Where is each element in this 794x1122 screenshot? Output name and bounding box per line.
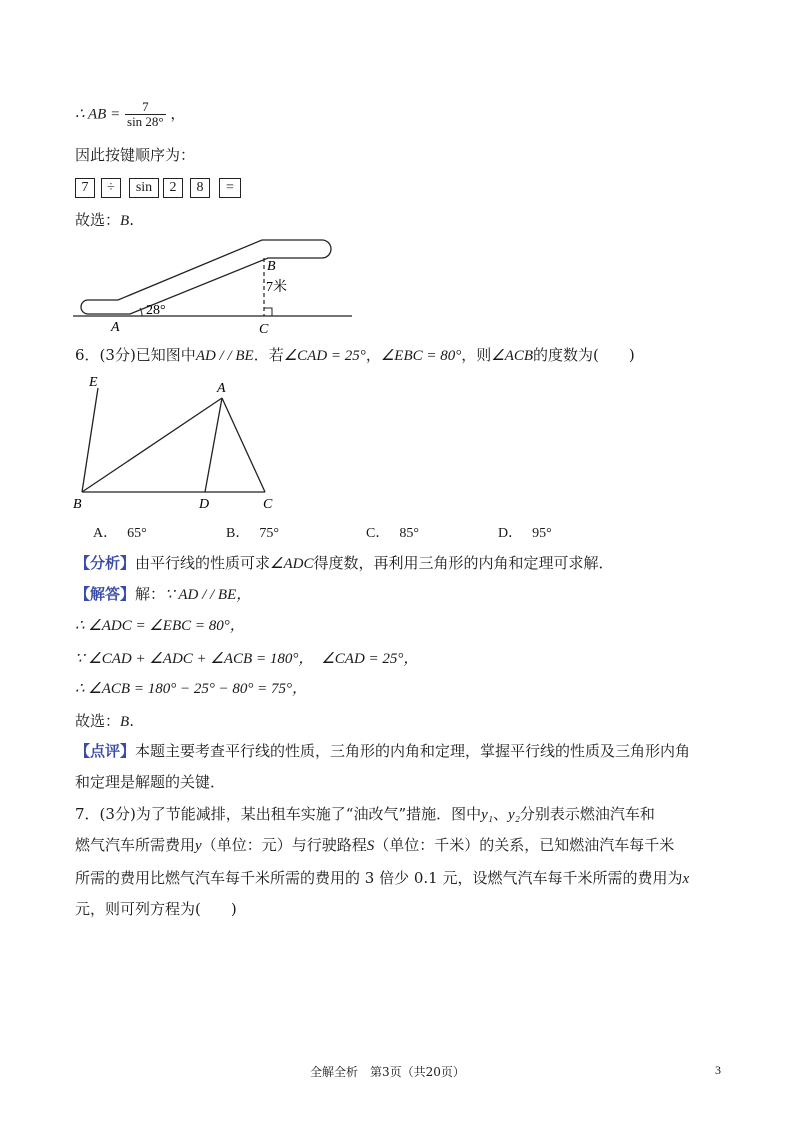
q6-text4: 的度数为( ): [533, 346, 635, 364]
option-d-value: 95°: [532, 526, 552, 541]
analysis-tag: 【分析】: [75, 554, 136, 572]
height-label: 7米: [266, 280, 287, 295]
point-b-label: B: [267, 259, 276, 274]
point-c-label: C: [259, 322, 269, 337]
comment-text1: 本题主要考查平行线的性质，三角形的内角和定理，掌握平行线的性质及三角形内角: [135, 742, 691, 760]
step-2b: ∠CAD = 25°，: [321, 651, 419, 667]
answer-suffix: .: [129, 712, 134, 730]
point-a-label: A: [111, 320, 120, 335]
key-order-heading: 因此按键顺序为：: [75, 146, 196, 164]
answer-line-2: [75, 712, 134, 731]
q6-text1: 已知图中: [135, 346, 196, 364]
point-e-label: E: [89, 375, 98, 390]
step-3: ∴ ∠ACB = 180° − 25° − 80° = 75°，: [75, 681, 308, 697]
q7-l2a: 燃气汽车所需费用: [75, 836, 196, 854]
escalator-figure: [0, 232, 794, 342]
answer-letter: B: [120, 714, 130, 730]
q7-l3: 所需的费用比燃气汽车每千米所需的费用的 3 倍少 0.1 元，设燃气汽车每千米所需的费用为: [75, 869, 683, 887]
q7-l1a: 7．(3分)为了节能减排，某出租车实施了“油改气”措施．图中: [75, 805, 482, 823]
q7-l1c: 分别表示燃油汽车和: [519, 805, 655, 823]
q7-y1: y₁: [481, 807, 494, 823]
q7-y: y: [195, 838, 202, 854]
option-c-value: 85°: [399, 526, 419, 541]
key-sin: sin: [129, 178, 159, 198]
analysis-text2: 得度数，再利用三角形的内角和定理可求解．: [313, 554, 614, 572]
q6-score: (3分): [99, 346, 136, 364]
key-7: 7: [75, 178, 95, 198]
q7-s: S: [366, 838, 375, 854]
analysis-text1: 由平行线的性质可求: [135, 554, 271, 572]
step-1: ∴ ∠ADC = ∠EBC = 80°，: [75, 618, 245, 634]
point-d-label: D: [199, 497, 210, 512]
option-d-letter: D．: [498, 526, 523, 541]
q7-x: x: [682, 871, 690, 887]
option-b: [226, 522, 279, 542]
page-number: 3: [715, 1063, 721, 1077]
ab-formula-line: [75, 100, 185, 129]
point-b-label: B: [73, 497, 82, 512]
option-b-value: 75°: [259, 526, 279, 541]
ab-suffix: ，: [170, 104, 186, 123]
option-a-letter: A．: [93, 526, 118, 541]
question-7-line-2: [75, 836, 674, 855]
q6-text3: ，则: [461, 346, 492, 364]
step-2a: ∵ ∠CAD + ∠ADC + ∠ACB = 180°，: [75, 651, 314, 667]
q7-l2b: （单位：元）与行驶路程: [201, 836, 367, 854]
ab-prefix: ∴ AB =: [75, 106, 121, 123]
option-d: [498, 522, 552, 542]
q6-target: ∠ACB: [491, 348, 534, 364]
key-8: 8: [190, 178, 210, 198]
comment-line-1: [75, 742, 690, 760]
q6-cond2: ∠EBC = 80°: [380, 348, 462, 364]
fraction-denominator: sin 28°: [127, 114, 164, 129]
segment-ad: [205, 398, 222, 492]
q6-parallel: AD / / BE: [195, 348, 254, 364]
option-b-letter: B．: [226, 526, 250, 541]
escalator-outline: [81, 240, 331, 314]
question-6: [75, 346, 635, 365]
solution-line: [75, 585, 251, 604]
analysis-line: [75, 554, 614, 573]
answer-prefix: 故选：: [75, 211, 121, 229]
question-7-line-3: [75, 869, 689, 888]
triangle-figure: [0, 370, 794, 516]
q7-l1b: 、: [493, 805, 509, 823]
answer-letter: B: [120, 213, 130, 229]
comment-line-2: 和定理是解题的关键．: [75, 773, 226, 791]
question-7-line-1: [75, 805, 655, 824]
angle-label: 28°: [146, 303, 166, 318]
page-footer: 全解全析 第3页（共20页）: [310, 1065, 465, 1079]
q6-text2: ．若: [253, 346, 284, 364]
question-7-line-4: 元，则可列方程为( ): [75, 900, 237, 918]
q7-y2: y₂: [508, 807, 520, 823]
option-a: [93, 522, 147, 542]
answer-suffix: .: [129, 211, 134, 229]
right-angle-mark: [264, 308, 272, 316]
step-2: [75, 649, 418, 668]
answer-line-1: [75, 211, 134, 230]
key-divide: ÷: [101, 178, 121, 198]
answer-prefix: 故选：: [75, 712, 121, 730]
solution-tag: 【解答】: [75, 585, 136, 603]
point-a-label: A: [217, 381, 226, 396]
option-a-value: 65°: [127, 526, 147, 541]
ab-fraction: [125, 100, 166, 129]
comment-tag: 【点评】: [75, 742, 136, 760]
q6-cond1: ∠CAD = 25°: [283, 348, 366, 364]
solution-text: 解：: [135, 585, 166, 603]
q7-l2c: （单位：千米）的关系，已知燃油汽车每千米: [374, 836, 675, 854]
segment-ac: [222, 398, 265, 492]
option-c-letter: C．: [366, 526, 390, 541]
solution-reason: ∵ AD / / BE，: [165, 587, 252, 603]
key-2: 2: [163, 178, 183, 198]
option-c: [366, 522, 419, 542]
fraction-numerator: 7: [125, 100, 166, 115]
segment-ba: [82, 398, 222, 492]
analysis-angle: ∠ADC: [270, 556, 314, 572]
segment-be: [82, 388, 98, 492]
q6-sep: ，: [365, 346, 381, 364]
key-equals: =: [219, 178, 241, 198]
q6-number: 6．: [75, 346, 100, 364]
point-c-label: C: [263, 497, 273, 512]
